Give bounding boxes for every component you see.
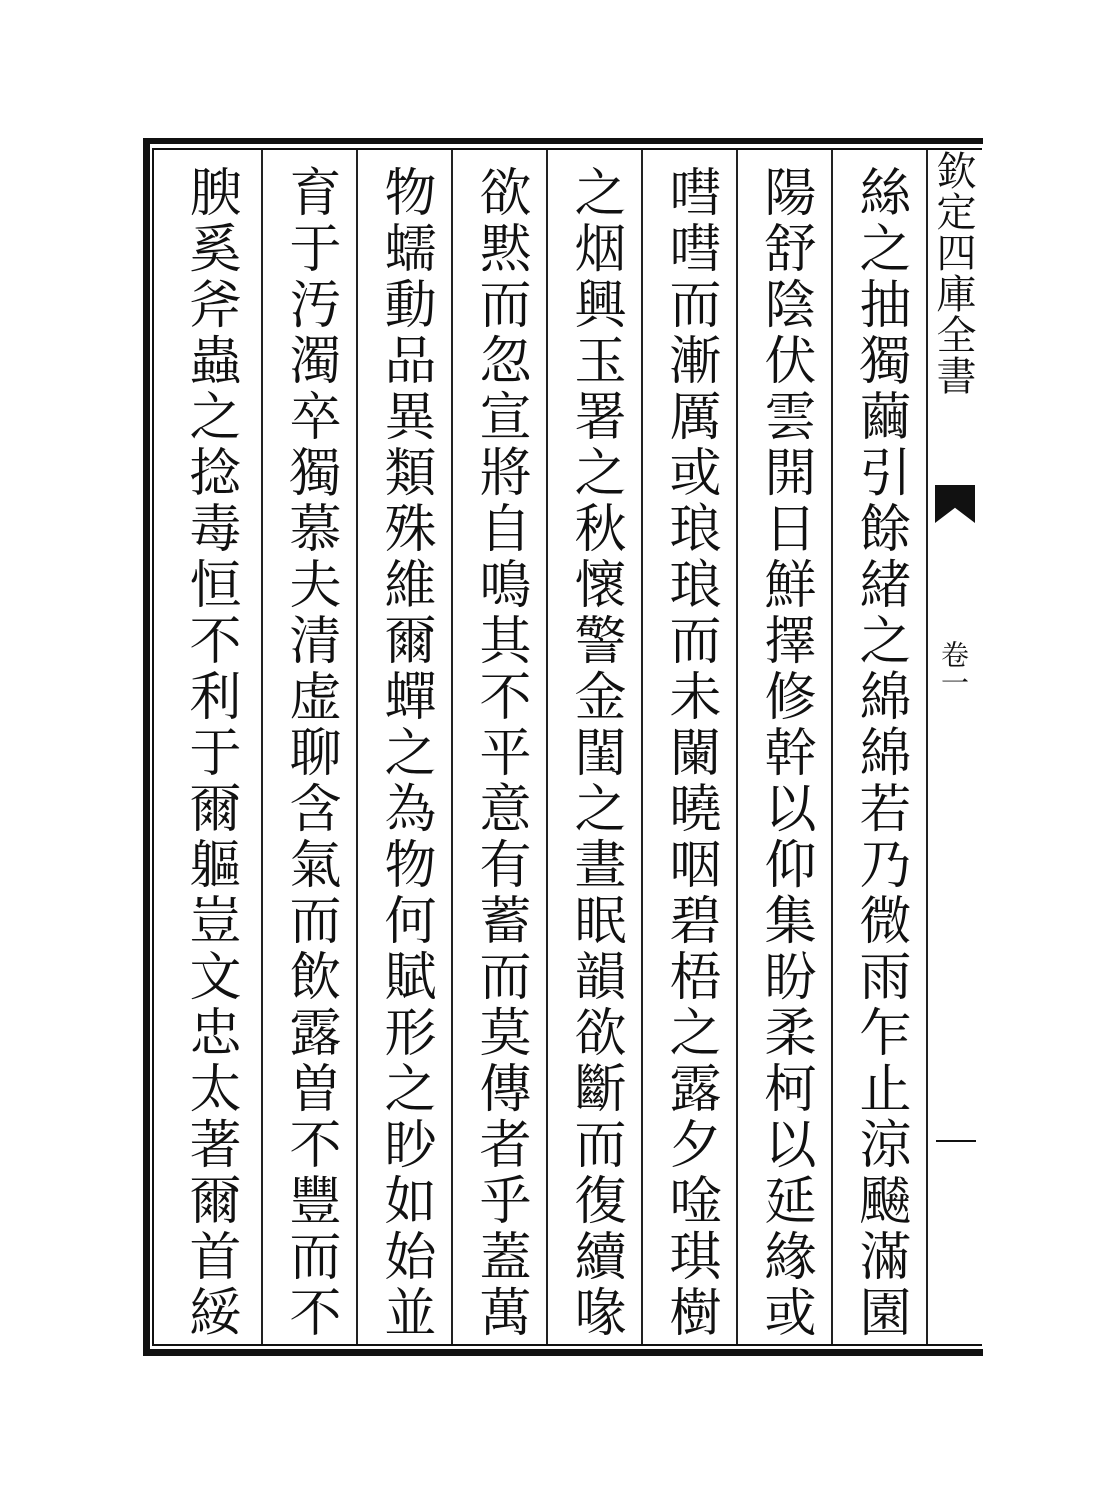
column-divider (451, 150, 453, 1344)
column-divider (261, 150, 263, 1344)
text-column-6: 物蠕動品異類殊維爾蟬之為物何賦形之眇如始並 (375, 165, 435, 1341)
text-column-5: 欲黙而忽宣將自鳴其不平意有蓄而莫傳者乎蓋萬 (470, 165, 530, 1341)
column-divider (356, 150, 358, 1344)
column-divider (641, 150, 643, 1344)
text-column-2: 陽舒陰伏雲開日鮮擇修幹以仰集盼柔柯以延緣或 (755, 165, 815, 1341)
text-column-7: 育于汚濁卒獨慕夫清虚聊含氣而飲露曽不豐而不 (280, 165, 340, 1341)
column-divider (831, 150, 833, 1344)
column-divider (926, 150, 928, 1344)
text-column-4: 之烟興玉署之秋懷警金閨之晝眠韻欲斷而復續喙 (565, 165, 625, 1341)
text-column-3: 嘒嘒而漸厲或琅琅而未闌曉咽碧梧之露夕唫琪樹 (660, 165, 720, 1341)
text-column-1: 絲之抽獨繭引餘緒之綿綿若乃微雨乍止涼飇滿園 (850, 165, 910, 1341)
column-divider (736, 150, 738, 1344)
text-column-8: 腴奚斧蟲之捻毒恒不利于爾軀豈文忠太著爾首綏 (180, 165, 240, 1341)
margin-tick (936, 1140, 976, 1142)
volume-label: 卷一 (937, 640, 970, 696)
book-title: 欽定四庫全書 (930, 150, 976, 396)
column-divider (546, 150, 548, 1344)
